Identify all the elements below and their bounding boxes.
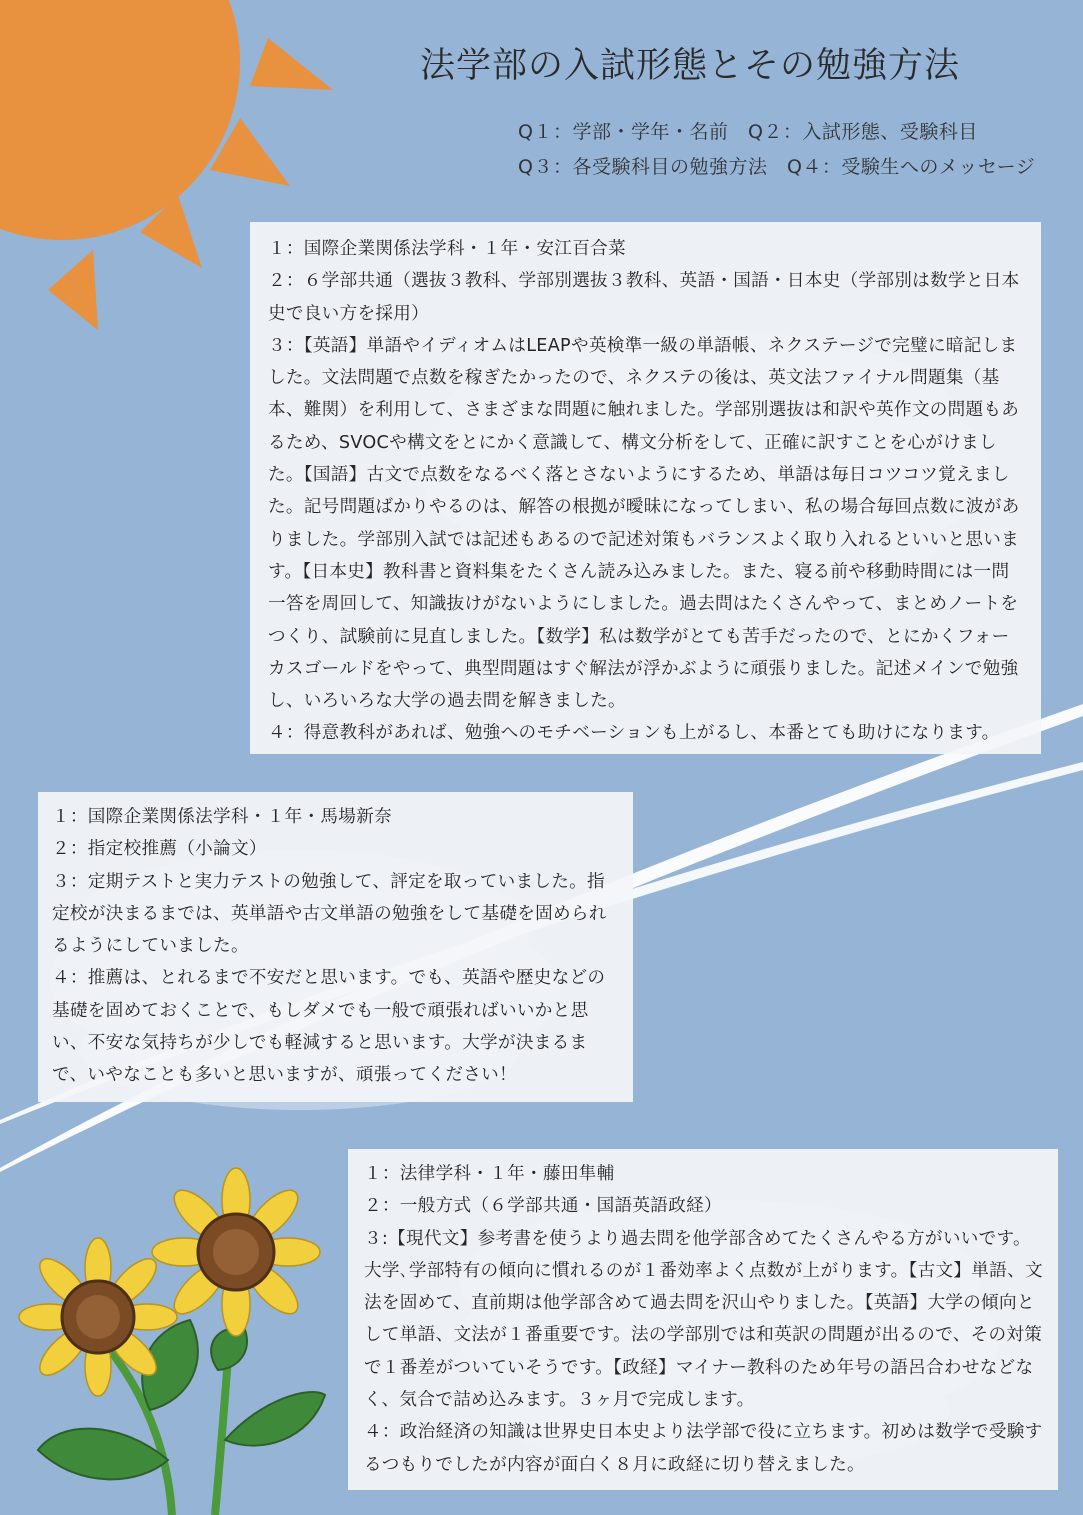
question-legend-line-2: Q３：各受験科目の勉強方法 Q４：受験生へのメッセージ bbox=[518, 156, 1036, 178]
sunflower-icon bbox=[19, 1168, 325, 1515]
answer-3-message: ４：政治経済の知識は世界史日本史より法学部で役に立ちます。初めは数学で受験するつもりでしたが内容が面白く８月に政経に切り替えました。 bbox=[364, 1422, 1043, 1475]
question-legend-line-1: Q１：学部・学年・名前 Q２：入試形態、受験科目 bbox=[518, 121, 978, 143]
answer-2-study-method: ３：定期テストと実力テストの勉強して、評定を取っていました。指定校が決まるまでは、英単語や古文単語の勉強をして基礎を固められるようにしていました。 bbox=[52, 871, 607, 957]
answer-1-profile: １：国際企業関係法学科・１年・安江百合菜 bbox=[268, 239, 626, 259]
answer-3-exam-type: ２：一般方式（６学部共通・国語英語政経） bbox=[364, 1196, 722, 1217]
answer-2-message: ４：推薦は、とれるまで不安だと思います。でも、英語や歴史などの基礎を固めておくことで、もしダメでも一般で頑張ればいいかと思い、不安な気持ちが少しでも軽減すると思います。大学が決まるまで、いやなことも多いと思いますが、頑張ってください！ bbox=[52, 968, 606, 1086]
answer-card-3 bbox=[348, 1149, 1058, 1490]
answer-1-study-method: ３：【英語】単語やイディオムはLEAPや英検準一級の単語帳、ネクステージで完璧に暗記しました。文法問題で点数を稼ぎたかったので、ネクステの後は、英文法ファイナル問題集（基本、難関）を利用して、さまざまな問題に触れました。学部別選抜は和訳や英作文の問題もあるため、SVOCや構文をとにかく意識して、構文分析をして、正確に訳すことを心がけました。【国語】古文で点数をなるべく落とさないようにするため、単語は毎日コツコツ覚えました。記号問題ばかりやるのは、解答の根拠が曖昧になってしまい、私の場合毎回点数に波がありました。学部別入試では記述もあるので記述対策もバランスよく取り入れるといいと思います。【日本史】教科書と資料集をたくさん読み込みました。また、寝る前や移動時間には一問一答を周回して、知識抜けがないようにしました。過去問はたくさんやって、まとめノートをつくり、試験前に見直しました。【数学】私は数学がとても苦手だったので、とにかくフォーカスゴールドをやって、典型問題はすぐ解法が浮かぶように頑張りました。記述メインで勉強し、いろいろな大学の過去問を解きました。 bbox=[268, 335, 1020, 712]
answer-2-exam-type: ２：指定校推薦（小論文） bbox=[52, 839, 267, 860]
answer-1-exam-type: ２：６学部共通（選抜３教科、学部別選抜３教科、英語・国語・日本史（学部別は数学と日本史で良い方を採用） bbox=[268, 271, 1020, 324]
answer-card-1 bbox=[250, 222, 1041, 754]
answer-1-message: ４：得意教科があれば、勉強へのモチベーションも上がるし、本番とても助けになります。 bbox=[268, 723, 1000, 744]
answer-card-2 bbox=[38, 792, 633, 1102]
answer-3-profile: １：法律学科・１年・藤田隼輔 bbox=[364, 1164, 615, 1184]
answer-2-profile: １：国際企業関係法学科・１年・馬場新奈 bbox=[52, 807, 392, 827]
page-title: 法学部の入試形態とその勉強方法 bbox=[420, 46, 961, 86]
answer-3-study-method: ３:【現代文】参考書を使うより過去問を他学部含めてたくさんやる方がいいです。大学､学部特有の傾向に慣れるのが１番効率よく点数が上がります。【古文】単語、文法を固めて、直前期は他学部含めて過去問を沢山やりました。【英語】大学の傾向として単語、文法が１番重要です。法の学部別では和英訳の問題が出るので、その対策で１番差がついていそうです。【政経】マイナー教科のため年号の語呂合わせなどなく、気合で詰め込みます。３ヶ月で完成します。 bbox=[364, 1228, 1043, 1411]
